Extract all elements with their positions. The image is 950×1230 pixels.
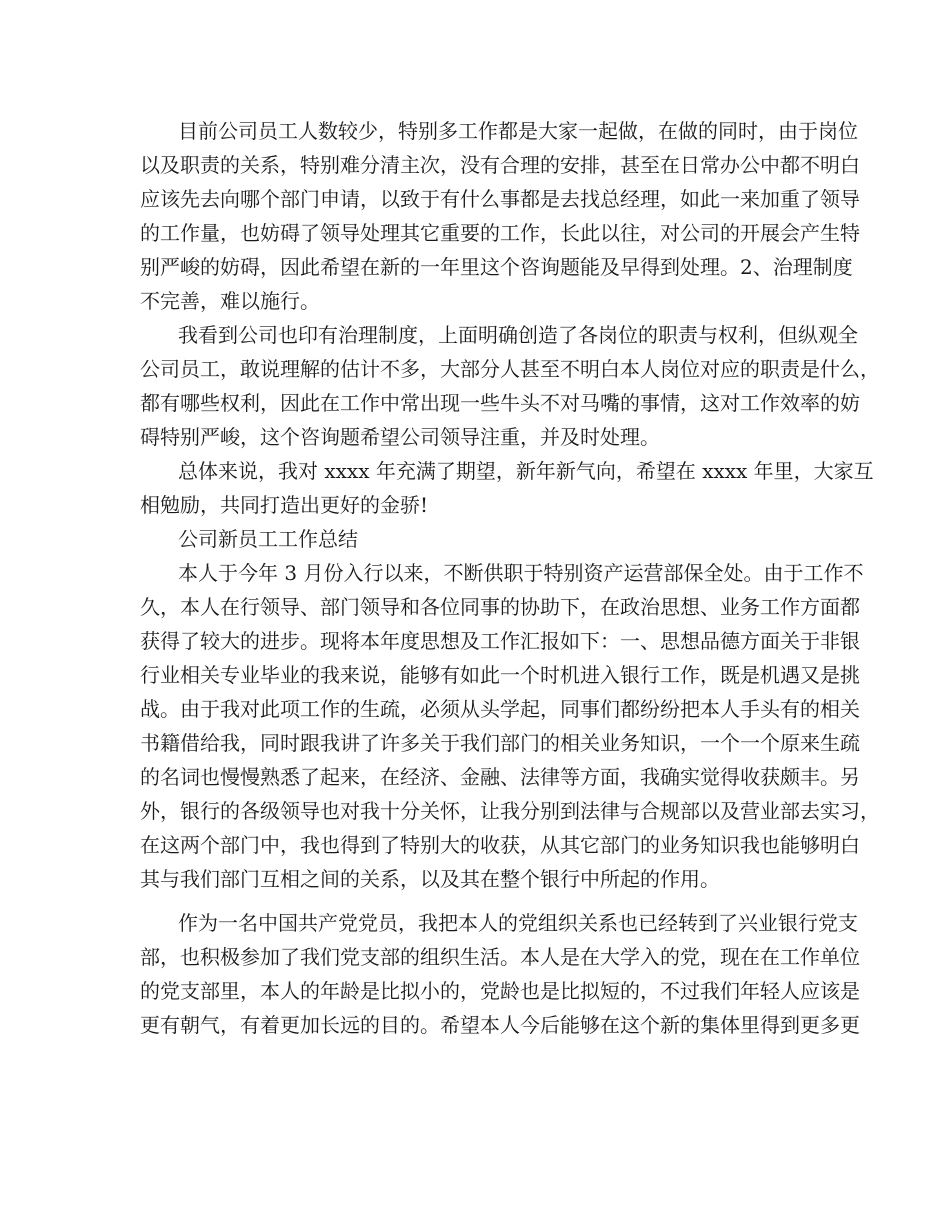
paragraph-4-line-1: 本人于今年 3 月份入行以来，不断供职于特别资产运营部保全处。由于工作不 — [178, 561, 864, 585]
paragraph-3-line-1: 总体来说，我对 xxxx 年充满了期望，新年新气向，希望在 xxxx 年里，大家互 — [178, 459, 874, 483]
paragraph-2-line-2: 公司员工，敢说理解的估计不多，大部分人甚至不明白本人岗位对应的职责是什么， — [140, 357, 880, 381]
paragraph-5-line-4: 更有朝气，有着更加长远的目的。希望本人今后能够在这个新的集体里得到更多更 — [140, 1013, 860, 1037]
paragraph-4-line-10: 其与我们部门互相之间的关系，以及其在整个银行中所起的作用。 — [140, 867, 720, 891]
paragraph-4-line-3: 获得了较大的进步。现将本年度思想及工作汇报如下：一、思想品德方面关于非银 — [140, 629, 860, 653]
paragraph-5-line-2: 部，也积极参加了我们党支部的组织生活。本人是在大学入的党，现在在工作单位 — [140, 945, 860, 969]
paragraph-2-line-1: 我看到公司也印有治理制度，上面明确创造了各岗位的职责与权利，但纵观全 — [178, 323, 858, 347]
paragraph-2-line-4: 碍特别严峻，这个咨询题希望公司领导注重，并及时处理。 — [140, 425, 660, 449]
paragraph-4-line-5: 战。由于我对此项工作的生疏，必须从头学起，同事们都纷纷把本人手头有的相关 — [140, 697, 860, 721]
paragraph-4-line-6: 书籍借给我，同时跟我讲了许多关于我们部门的相关业务知识，一个一个原来生疏 — [140, 731, 860, 755]
paragraph-1-line-4: 的工作量，也妨碍了领导处理其它重要的工作，长此以往，对公司的开展会产生特 — [140, 221, 860, 245]
paragraph-4-line-8: 外，银行的各级领导也对我十分关怀，让我分别到法律与合规部以及营业部去实习， — [140, 799, 880, 823]
paragraph-1-line-5: 别严峻的妨碍，因此希望在新的一年里这个咨询题能及早得到处理。2、治理制度 — [140, 255, 853, 279]
paragraph-1-line-3: 应该先去向哪个部门申请，以致于有什么事都是去找总经理，如此一来加重了领导 — [140, 187, 860, 211]
paragraph-1-line-2: 以及职责的关系，特别难分清主次，没有合理的安排，甚至在日常办公中都不明白 — [140, 153, 860, 177]
paragraph-4-line-4: 行业相关专业毕业的我来说，能够有如此一个时机进入银行工作，既是机遇又是挑 — [140, 663, 860, 687]
paragraph-1-line-1: 目前公司员工人数较少，特别多工作都是大家一起做，在做的同时，由于岗位 — [178, 119, 858, 143]
paragraph-4-line-9: 在这两个部门中，我也得到了特别大的收获，从其它部门的业务知识我也能够明白 — [140, 833, 860, 857]
paragraph-3-line-2: 相勉励，共同打造出更好的金骄! — [140, 493, 429, 517]
paragraph-2-line-3: 都有哪些权利，因此在工作中常出现一些牛头不对马嘴的事情，这对工作效率的妨 — [140, 391, 860, 415]
paragraph-1-line-6: 不完善，难以施行。 — [140, 289, 320, 313]
paragraph-4-line-2: 久，本人在行领导、部门领导和各位同事的协助下，在政治思想、业务工作方面都 — [140, 595, 860, 619]
section-heading: 公司新员工工作总结 — [178, 527, 358, 551]
paragraph-5-line-3: 的党支部里，本人的年龄是比拟小的，党龄也是比拟短的，不过我们年轻人应该是 — [140, 979, 860, 1003]
paragraph-5-line-1: 作为一名中国共产党党员，我把本人的党组织关系也已经转到了兴业银行党支 — [178, 911, 858, 935]
paragraph-4-line-7: 的名词也慢慢熟悉了起来，在经济、金融、法律等方面，我确实觉得收获颇丰。另 — [140, 765, 860, 789]
